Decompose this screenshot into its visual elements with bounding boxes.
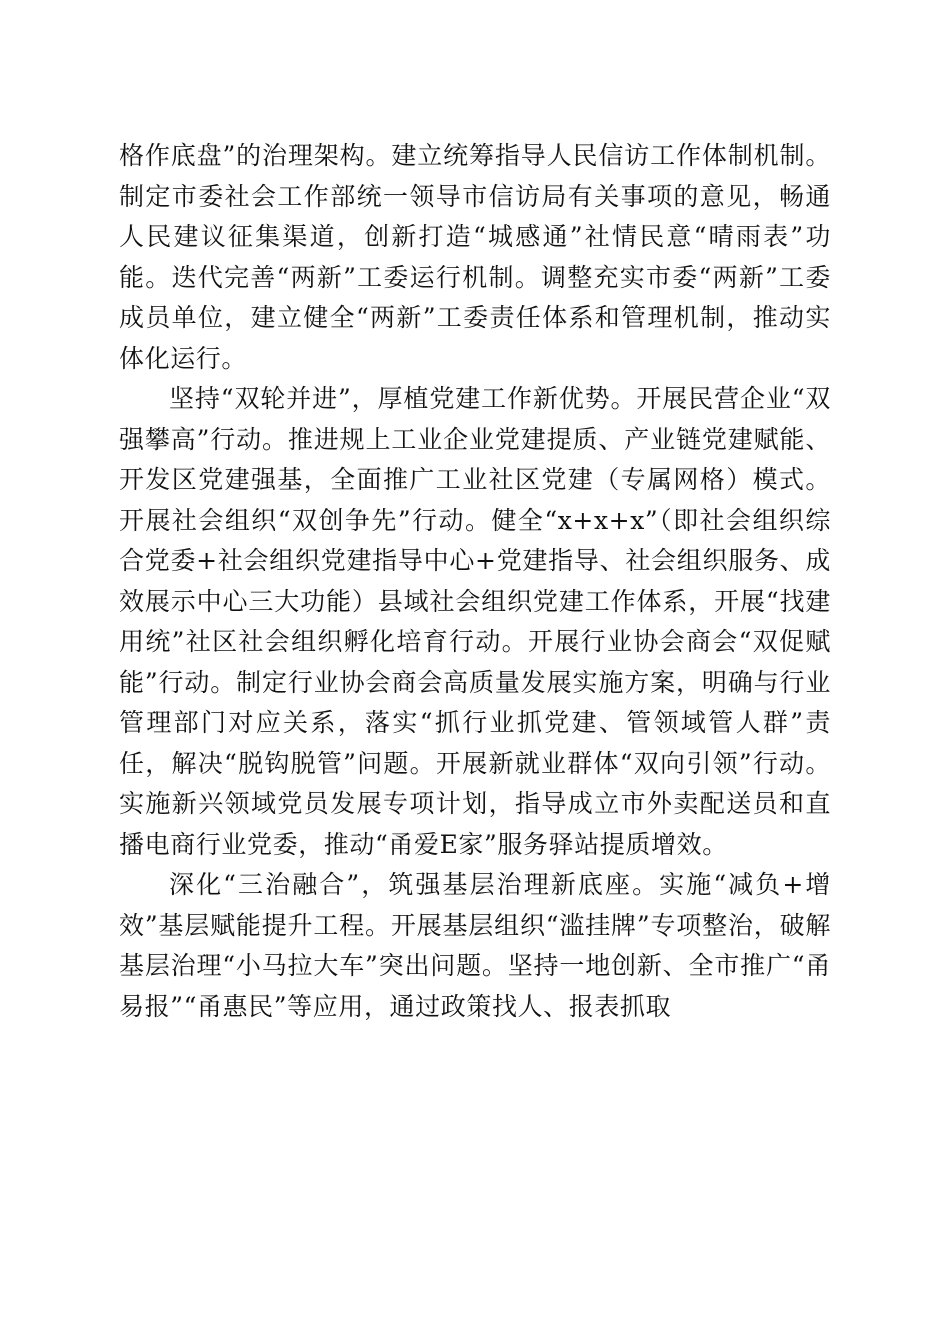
document-page	[119, 136, 831, 1027]
paragraph-governance-structure: 格作底盘”的治理架构。建立统筹指导人民信访工作体制机制。制定市委社会工作部统一领导市信访局有关事项的意见，畅通人民建议征集渠道，创新打造“城感通”社情民意“晴雨表”功能。迭代完善“两新”工委运行机制。调整充实市委“两新”工委成员单位，建立健全“两新”工委责任体系和管理机制，推动实体化运行。	[119, 141, 831, 373]
paragraph-three-governance: 深化“三治融合”，筑强基层治理新底座。实施“减负+增效”基层赋能提升工程。开展基层组织“滥挂牌”专项整治，破解基层治理“小马拉大车”突出问题。坚持一地创新、全市推广“甬易报”“甬惠民”等应用，通过政策找人、报表抓取	[119, 870, 831, 1021]
paragraph-dual-wheels: 坚持“双轮并进”，厚植党建工作新优势。开展民营企业“双强攀高”行动。推进规上工业企业党建提质、产业链党建赋能、开发区党建强基，全面推广工业社区党建（专属网格）模式。开展社会组织“双创争先”行动。健全“x+x+x”（即社会组织综合党委+社会组织党建指导中心+党建指导、社会组织服务、成效展示中心三大功能）县域社会组织党建工作体系，开展“找建用统”社区社会组织孵化培育行动。开展行业协会商会“双促赋能”行动。制定行业协会商会高质量发展实施方案，明确与行业管理部门对应关系，落实“抓行业抓党建、管领域管人群”责任，解决“脱钩脱管”问题。开展新就业群体“双向引领”行动。实施新兴领域党员发展专项计划，指导成立市外卖配送员和直播电商行业党委，推动“甬爱E家”服务驿站提质增效。	[119, 384, 831, 859]
